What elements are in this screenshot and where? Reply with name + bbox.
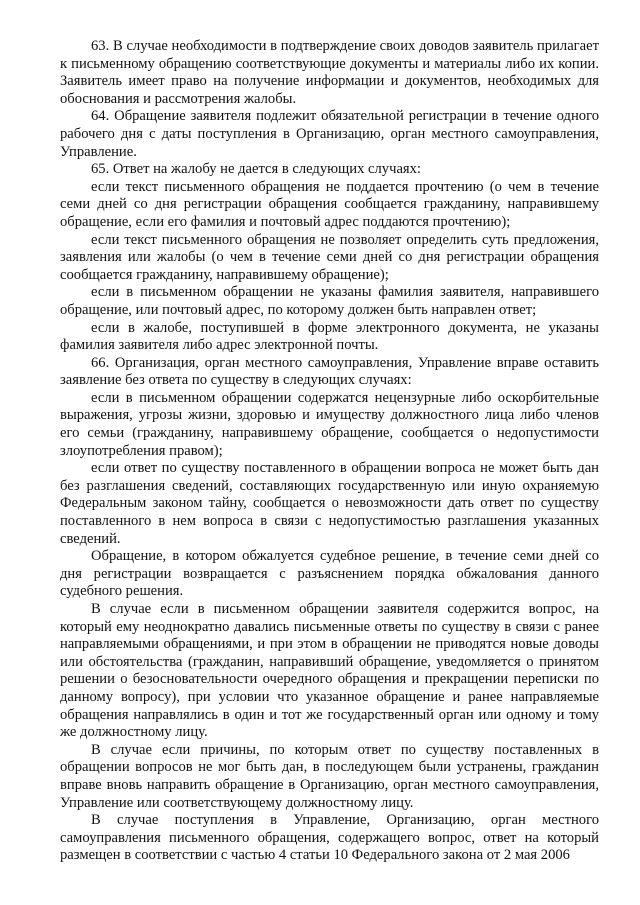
paragraph-65-case-unreadable: если текст письменного обращения не поддается прочтению (о чем в течение семи дней со дня регистрации обращения сообщается гражданину, направившему обращение, если его фамилия и почтовый адрес поддаются прочтению); [60, 178, 599, 230]
paragraph-63: 63. В случае необходимости в подтверждение своих доводов заявитель прилагает к письменному обращению соответствующие документы и материалы либо их копии. Заявитель имеет право на получение информации и документов, необходимых для обоснования и рассмотрения жалобы. [60, 38, 599, 107]
paragraph-64: 64. Обращение заявителя подлежит обязательной регистрации в течение одного рабочего дня с даты поступления в Организацию, орган местного самоуправления, Управление. [60, 108, 599, 160]
paragraph-published-answer: В случае поступления в Управление, Организацию, орган местного самоуправления письменного обращения, содержащего вопрос, ответ на который размещен в соответствии с частью 4 статьи 10 Федерального закона от 2 мая 2006 [60, 812, 599, 864]
document-page [60, 38, 599, 865]
paragraph-court-decision: Обращение, в котором обжалуется судебное решение, в течение семи дней со дня регистрации возвращается с разъяснением порядка обжалования данного судебного решения. [60, 548, 599, 600]
paragraph-66-case-offensive: если в письменном обращении содержатся нецензурные либо оскорбительные выражения, угрозы жизни, здоровью и имуществу должностного лица либо членов его семьи (гражданину, направившему обращение, сообщается о недопустимости злоупотребления правом); [60, 389, 599, 459]
paragraph-repeated-appeal: В случае если в письменном обращении заявителя содержится вопрос, на который ему неоднократно давались письменные ответы по существу в связи с ранее направляемыми обращениями, и при этом в обращении не приводятся новые доводы или обстоятельства (гражданин, направивший обращение, уведомляется о принятом решении о безосновательности очередного обращения и прекращении переписки по данному вопросу), при условии что указанное обращение и ранее направляемые обращения направлялись в один и тот же государственный орган или одному и тому же должностному лицу. [60, 601, 599, 741]
paragraph-65-case-unclear: если текст письменного обращения не позволяет определить суть предложения, заявления или жалобы (о чем в течение семи дней со дня регистрации обращения сообщается гражданину, направившему обращение); [60, 231, 599, 283]
paragraph-66-case-secret: если ответ по существу поставленного в обращении вопроса не может быть дан без разглашения сведений, составляющих государственную или иную охраняемую Федеральным законом тайну, сообщается о невозможности дать ответ по существу поставленного в нем вопроса в связи с недопустимостью разглашения указанных сведений. [60, 460, 599, 547]
paragraph-65: 65. Ответ на жалобу не дается в следующих случаях: [91, 161, 421, 178]
paragraph-66: 66. Организация, орган местного самоуправления, Управление вправе оставить заявление без ответа по существу в следующих случаях: [60, 354, 599, 389]
paragraph-65-case-electronic: если в жалобе, поступившей в форме электронного документа, не указаны фамилия заявителя либо адрес электронной почты. [60, 319, 599, 354]
paragraph-65-case-no-address: если в письменном обращении не указаны фамилия заявителя, направившего обращение, или почтовый адрес, по которому должен быть направлен ответ; [60, 284, 599, 318]
paragraph-causes-removed: В случае если причины, по которым ответ по существу поставленных в обращении вопросов не мог быть дан, в последующем были устранены, гражданин вправе вновь направить обращение в Организацию, орган местного самоуправления, Управление или соответствующему должностному лицу. [60, 741, 599, 811]
